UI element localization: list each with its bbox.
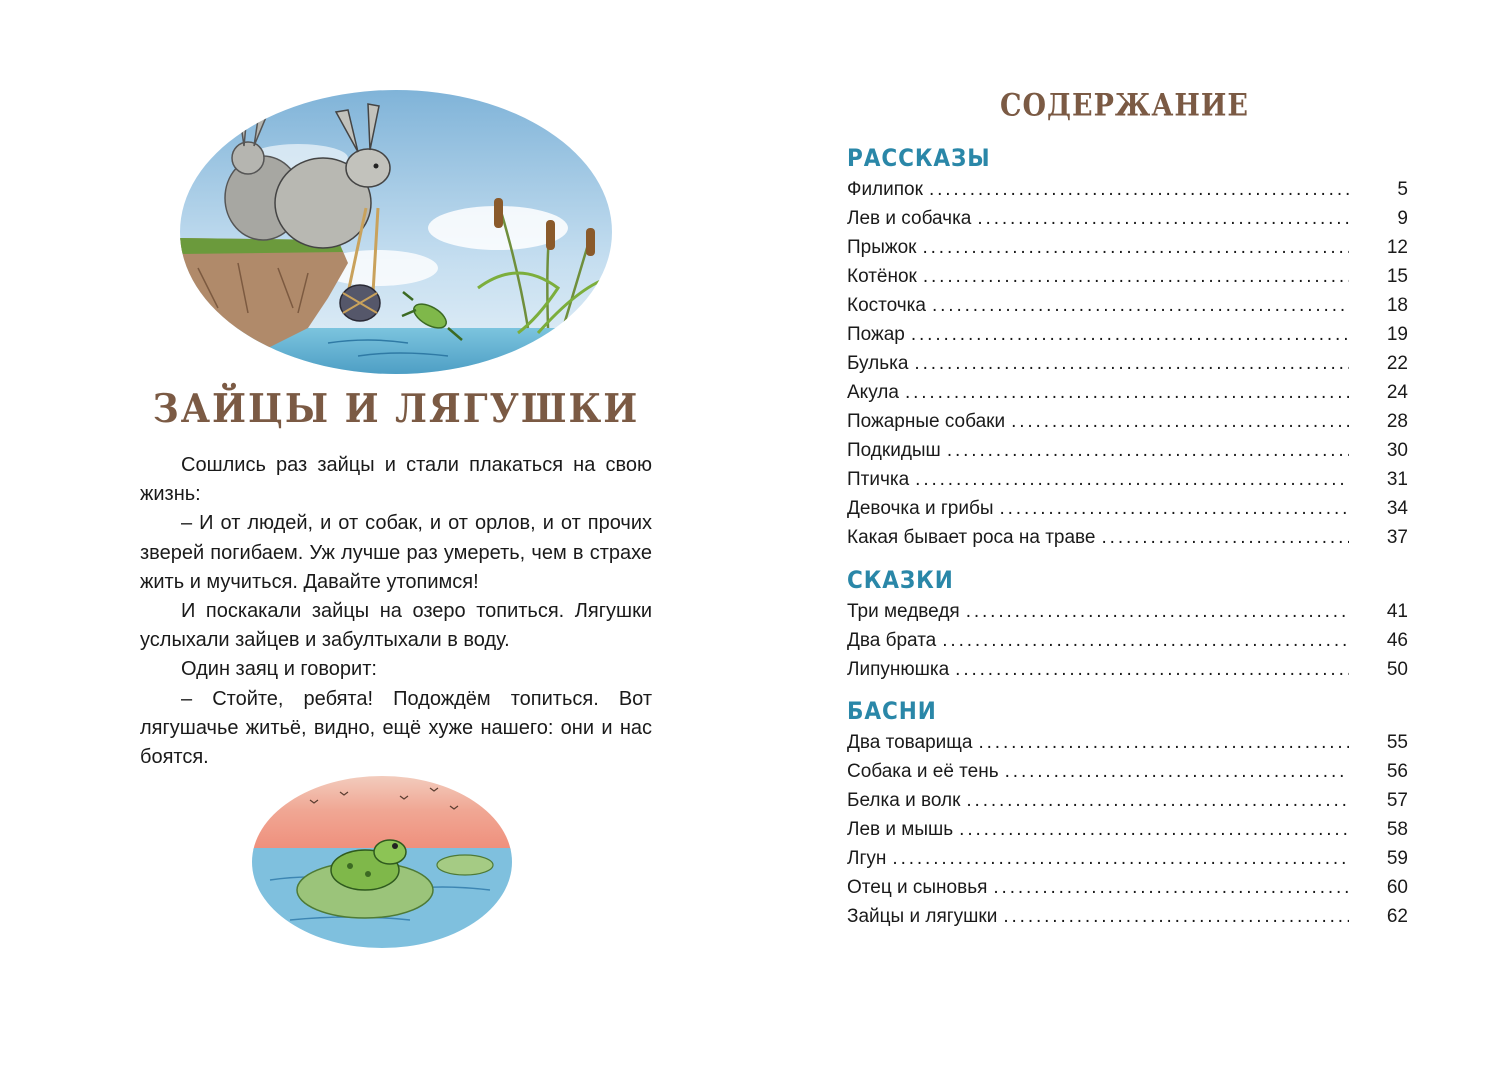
toc-leader-dots: [911, 320, 1349, 349]
toc-page-number: 5: [1397, 179, 1408, 200]
toc-leader-dots: [1003, 902, 1349, 931]
toc-section-fables: [847, 694, 1408, 931]
toc-entry[interactable]: [847, 204, 1408, 233]
toc-entry-title: Косточка: [847, 295, 926, 316]
toc-leader-dots: [1005, 757, 1349, 786]
toc-leader-dots: [905, 378, 1349, 407]
toc-entry-title: Лгун: [847, 848, 887, 869]
toc-entry[interactable]: [847, 175, 1408, 204]
toc-entry-title: Пожар: [847, 324, 905, 345]
toc-entry-title: Отец и сыновья: [847, 877, 988, 898]
story-text: [140, 451, 652, 772]
toc-leader-dots: [922, 233, 1349, 262]
toc-page-number: 62: [1386, 906, 1408, 927]
toc-page-number: 19: [1386, 324, 1408, 345]
toc-leader-dots: [955, 655, 1349, 684]
toc-entry[interactable]: [847, 291, 1408, 320]
toc-leader-dots: [966, 597, 1349, 626]
toc-page-number: 15: [1386, 266, 1408, 287]
toc-page-number: 31: [1386, 469, 1408, 490]
toc-entry[interactable]: [847, 320, 1408, 349]
toc-entry-title: Подкидыш: [847, 440, 941, 461]
toc-page-number: 12: [1386, 237, 1408, 258]
toc-leader-dots: [929, 175, 1349, 204]
toc-entry-title: Булька: [847, 353, 909, 374]
toc-entry-title: Какая бывает роса на траве: [847, 527, 1096, 548]
toc-entry[interactable]: [847, 436, 1408, 465]
toc-section-fairy-tales: [847, 563, 1408, 684]
toc-entry-title: Зайцы и лягушки: [847, 906, 998, 927]
right-page: [750, 0, 1499, 1088]
toc-page-number: 55: [1386, 732, 1408, 753]
toc-entry[interactable]: [847, 349, 1408, 378]
toc-entry-title: Два брата: [847, 630, 937, 651]
toc-entry[interactable]: [847, 262, 1408, 291]
toc-entry-title: Прыжок: [847, 237, 917, 258]
toc-entry-title: Девочка и грибы: [847, 498, 994, 519]
toc-leader-dots: [993, 873, 1349, 902]
toc-entry[interactable]: [847, 786, 1408, 815]
toc-leader-dots: [915, 465, 1349, 494]
toc-entry[interactable]: [847, 626, 1408, 655]
toc-entry[interactable]: [847, 728, 1408, 757]
story-paragraph: – Стойте, ребята! Подождём топиться. Вот лягушачье житьё, видно, ещё хуже нашего: они и нас боятся.: [140, 687, 652, 769]
toc-leader-dots: [959, 815, 1349, 844]
toc-entry-title: Акула: [847, 382, 899, 403]
toc-entry-title: Лев и мышь: [847, 819, 954, 840]
story-title: ЗАЙЦЫ И ЛЯГУШКИ: [152, 385, 640, 433]
toc-entry-title: Белка и волк: [847, 790, 961, 811]
toc-page-number: 50: [1386, 659, 1408, 680]
story-paragraph: Один заяц и говорит:: [181, 658, 377, 681]
toc-leader-dots: [978, 728, 1349, 757]
toc-page-number: 59: [1386, 848, 1408, 869]
toc-entry[interactable]: [847, 844, 1408, 873]
toc-entry[interactable]: [847, 902, 1408, 931]
toc-section-heading: РАССКАЗЫ: [847, 144, 991, 172]
toc-leader-dots: [977, 204, 1349, 233]
toc-page-number: 37: [1386, 527, 1408, 548]
toc-page-number: 56: [1386, 761, 1408, 782]
story-paragraph: Сошлись раз зайцы и стали плакаться на свою жизнь:: [140, 454, 652, 506]
toc-page-number: 60: [1386, 877, 1408, 898]
toc-entry-title: Два товарища: [847, 732, 973, 753]
hares-on-cliff-illustration: [178, 88, 614, 376]
toc-page-number: 34: [1386, 498, 1408, 519]
toc-section-heading: СКАЗКИ: [847, 566, 954, 594]
toc-entry-title: Котёнок: [847, 266, 917, 287]
toc-page-number: 9: [1397, 208, 1408, 229]
toc-entry-title: Лев и собачка: [847, 208, 972, 229]
toc-section-heading: БАСНИ: [847, 697, 937, 725]
toc-entry-title: Три медведя: [847, 601, 960, 622]
toc-entry[interactable]: [847, 757, 1408, 786]
toc-entry-title: Филипок: [847, 179, 923, 200]
toc-leader-dots: [932, 291, 1349, 320]
toc-list: [847, 728, 1408, 931]
toc-page-number: 28: [1386, 411, 1408, 432]
toc-page-number: 41: [1386, 601, 1408, 622]
toc-entry[interactable]: [847, 597, 1408, 626]
toc-leader-dots: [1102, 523, 1349, 552]
toc-entry[interactable]: [847, 523, 1408, 552]
toc-list: [847, 175, 1408, 552]
toc-entry[interactable]: [847, 465, 1408, 494]
toc-section-stories: [847, 141, 1408, 552]
toc-entry-title: Липунюшка: [847, 659, 950, 680]
toc-leader-dots: [892, 844, 1349, 873]
toc-leader-dots: [942, 626, 1349, 655]
toc-page-number: 30: [1386, 440, 1408, 461]
toc-page-number: 24: [1386, 382, 1408, 403]
toc-entry[interactable]: [847, 233, 1408, 262]
toc-leader-dots: [923, 262, 1349, 291]
toc-entry[interactable]: [847, 378, 1408, 407]
stone-icon: [340, 285, 380, 321]
toc-entry-title: Птичка: [847, 469, 910, 490]
toc-entry[interactable]: [847, 655, 1408, 684]
toc-page-number: 18: [1386, 295, 1408, 316]
toc-entry-title: Собака и её тень: [847, 761, 999, 782]
toc-leader-dots: [966, 786, 1349, 815]
frog-on-lily-pad-illustration: [250, 770, 515, 950]
story-paragraph: И поскакали зайцы на озеро топиться. Лягушки услыхали зайцев и забултыхали в воду.: [140, 600, 652, 652]
toc-leader-dots: [947, 436, 1349, 465]
toc-leader-dots: [999, 494, 1349, 523]
toc-leader-dots: [1011, 407, 1349, 436]
toc-page-number: 58: [1386, 819, 1408, 840]
toc-list: [847, 597, 1408, 684]
toc-page-number: 22: [1386, 353, 1408, 374]
toc-entry[interactable]: [847, 873, 1408, 902]
toc-entry[interactable]: [847, 494, 1408, 523]
toc-title: СОДЕРЖАНИЕ: [1000, 87, 1249, 124]
toc-entry[interactable]: [847, 407, 1408, 436]
toc-leader-dots: [914, 349, 1349, 378]
story-paragraph: – И от людей, и от собак, и от орлов, и от прочих зверей погибаем. Уж лучше раз умереть, чем в страхе жить и мучиться. Давайте утопимся!: [140, 512, 652, 593]
toc-entry[interactable]: [847, 815, 1408, 844]
toc-page-number: 46: [1386, 630, 1408, 651]
toc-page-number: 57: [1386, 790, 1408, 811]
toc-entry-title: Пожарные собаки: [847, 411, 1006, 432]
